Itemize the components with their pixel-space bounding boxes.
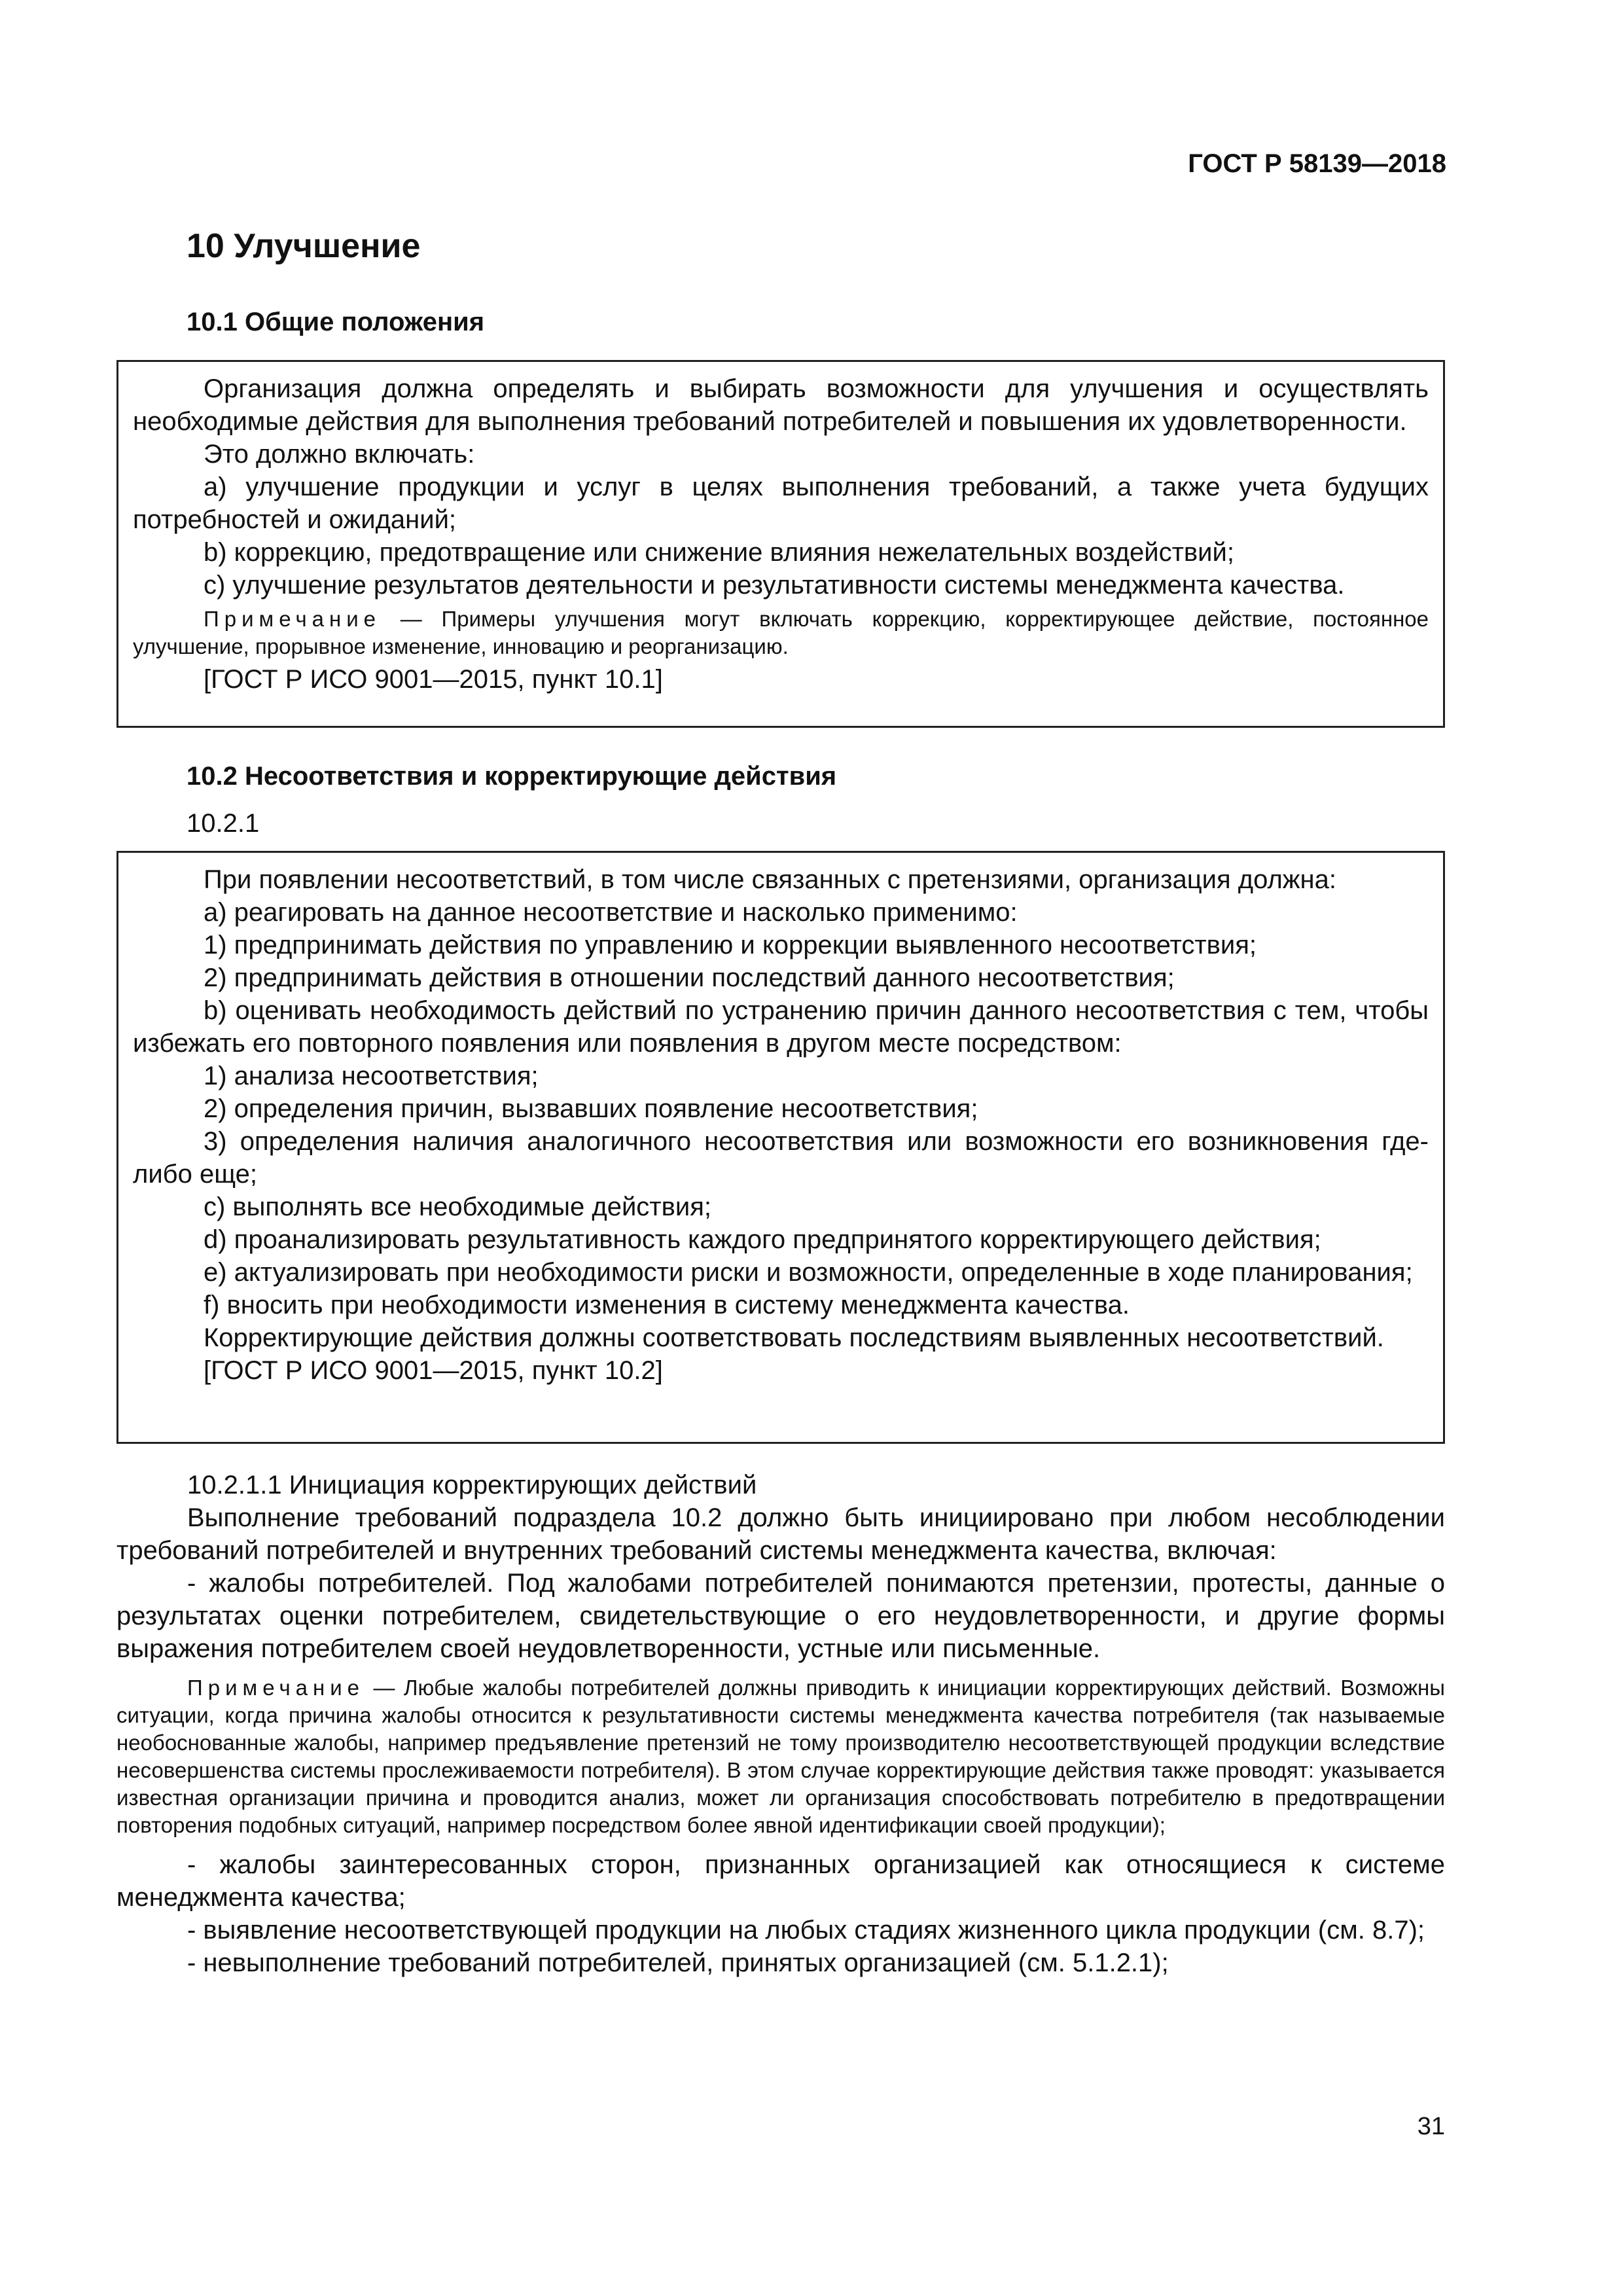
document-id: ГОСТ Р 58139—2018 [1188, 149, 1446, 178]
paragraph: Организация должна определять и выбирать возможности для улучшения и осуществлять необходимые действия для выполнения требований потребителей и повышения их удовлетворенности. [133, 374, 1429, 436]
note [133, 605, 1429, 660]
box-line: 3) определения наличия аналогичного несоответствия или возможности его возникновения где-либо еще; [133, 1127, 1429, 1189]
list-item: b) коррекцию, предотвращение или снижение влияния нежелательных воздействий; [204, 538, 1234, 567]
list-item: с) улучшение результатов деятельности и результативности системы менеджмента качества. [204, 571, 1345, 600]
bullet-item: - выявление несоответствующей продукции на любых стадиях жизненного цикла продукции (см. 8.7); [187, 1916, 1425, 1945]
page-number: 31 [1417, 2113, 1445, 2140]
note-text: — Примеры улучшения могут включать коррекцию, корректирующее действие, постоянное улучшение, прорывное изменение, инновацию и реорганизацию. [133, 607, 1429, 658]
bullet-item: - жалобы заинтересованных сторон, признанных организацией как относящиеся к системе менеджмента качества; [116, 1850, 1445, 1912]
reference: [ГОСТ Р ИСО 9001—2015, пункт 10.2] [204, 1356, 663, 1385]
subsection-title-10-2: 10.2 Несоответствия и корректирующие действия [187, 762, 837, 791]
clause-number: 10.2.1 [187, 809, 260, 838]
quote-box-10-1 [116, 360, 1445, 728]
quote-box-10-2-1 [116, 851, 1445, 1444]
list-item: а) улучшение продукции и услуг в целях выполнения требований, а также учета будущих потребностей и ожиданий; [133, 473, 1429, 534]
clause-10-2-1-1 [116, 1469, 1445, 1979]
box-line: с) выполнять все необходимые действия; [204, 1193, 711, 1221]
section-title: 10 Улучшение [187, 227, 421, 265]
box-line: b) оценивать необходимость действий по устранению причин данного несоответствия с тем, чтобы избежать его повторного появления или появления в другом месте посредством: [133, 996, 1429, 1058]
paragraph: Выполнение требований подраздела 10.2 должно быть инициировано при любом несоблюдении требований потребителей и внутренних требований системы менеджмента качества, включая: [116, 1503, 1445, 1565]
box-line: 2) определения причин, вызвавших появление несоответствия; [204, 1094, 978, 1123]
box-line: 1) анализа несоответствия; [204, 1062, 539, 1090]
box-line: е) актуализировать при необходимости риски и возможности, определенные в ходе планирования; [204, 1258, 1413, 1287]
note-label: Примечание [204, 607, 382, 631]
box-line: d) проанализировать результативность каждого предпринятого корректирующего действия; [204, 1225, 1321, 1254]
bullet-item: - невыполнение требований потребителей, принятых организацией (см. 5.1.2.1); [187, 1948, 1169, 1977]
box-line: а) реагировать на данное несоответствие и насколько применимо: [204, 898, 1018, 927]
box-line: 1) предпринимать действия по управлению и коррекции выявленного несоответствия; [204, 931, 1257, 960]
box-line: f) вносить при необходимости изменения в систему менеджмента качества. [204, 1291, 1130, 1319]
note-text: — Любые жалобы потребителей должны приводить к инициации корректирующих действий. Возможны ситуации, когда причина жалобы относится к результативности системы менеджмента качества потребителя (так называемые необоснованные жалобы, например предъявление претензий не тому производителю несоответствующей продукции вследствие несовершенства системы прослеживаемости потребителя). В этом случае корректирующие действия также проводят: указывается известная организации причина и проводится анализ, может ли организация способствовать потребителю в предотвращении повторения подобных ситуаций, например посредством более явной идентификации своей продукции); [116, 1676, 1445, 1837]
clause-title: 10.2.1.1 Инициация корректирующих действий [187, 1471, 757, 1499]
bullet-item: - жалобы потребителей. Под жалобами потребителей понимаются претензии, протесты, данные о результатах оценки потребителем, свидетельствующие о его неудовлетворенности, и другие формы выражения потребителем своей неудовлетворенности, устные или письменные. [116, 1569, 1445, 1663]
note-label: Примечание [187, 1676, 365, 1700]
box-line: 2) предпринимать действия в отношении последствий данного несоответствия; [204, 963, 1175, 992]
reference: [ГОСТ Р ИСО 9001—2015, пункт 10.1] [204, 665, 663, 694]
note [116, 1674, 1445, 1839]
box-line: При появлении несоответствий, в том числе связанных с претензиями, организация должна: [204, 865, 1336, 894]
subsection-title-10-1: 10.1 Общие положения [187, 308, 485, 336]
box-line: Корректирующие действия должны соответствовать последствиям выявленных несоответствий. [204, 1323, 1384, 1352]
paragraph: Это должно включать: [204, 440, 475, 469]
